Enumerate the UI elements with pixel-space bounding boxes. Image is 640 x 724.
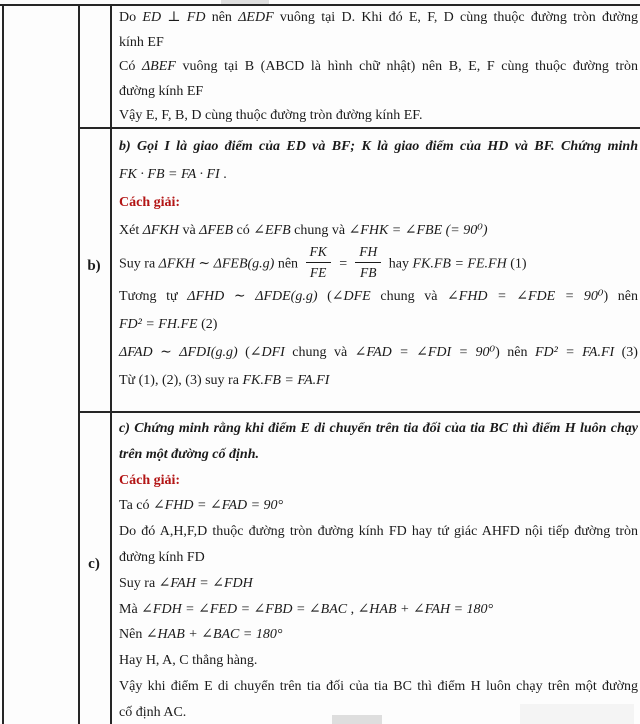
text-line [119,311,638,339]
text-line [119,648,638,674]
text-segment: Hay H, A, C thẳng hàng. [119,653,258,669]
part-c-content [119,416,638,724]
text-segment: ΔFEB [199,223,234,238]
text-segment: kính EF [119,34,164,50]
text-segment: chung và [370,289,448,305]
solution-heading: Cách giải: [119,195,181,210]
text-segment: Nên [119,627,146,643]
text-line [119,245,638,283]
text-segment: đường kính EF [119,83,204,99]
text-segment: FD² = FA.FI [534,345,615,361]
text-segment: ΔBEF [141,59,176,75]
text-segment: ΔFHD ∼ ΔFDE(g.g) [187,289,318,305]
text-line [119,416,638,442]
text-segment: ΔFAD ∼ ΔFDI(g.g) [119,345,238,361]
text-segment: Vậy khi điểm E di chuyển trên tia đối của tia BC thì điểm H luôn chạy trên một đường [119,678,638,694]
text-segment: ( [237,345,250,361]
text-segment: có [233,223,254,238]
table-column-divider-1 [78,4,80,724]
text-segment: ) nên [603,289,638,305]
text-segment: ∠FDH = ∠FED = ∠FBD = ∠BAC [141,601,348,617]
text-line [119,493,638,519]
text-line [119,367,638,395]
text-line [119,468,638,494]
text-line [119,442,638,468]
text-segment: ∠FHK = ∠FBE (= 90⁰) [348,223,488,238]
text-segment: FD² = FH.FE [119,317,198,333]
text-segment: ∠DFI [249,345,285,361]
text-line [119,6,638,31]
text-segment: Ta có [119,498,154,514]
text-line [119,519,638,545]
problem-statement-segment: trên một đường cố định. [119,446,259,462]
text-line [119,189,638,217]
problem-statement-segment: b) Gọi I là giao điểm của ED và BF; K là giao điểm của HD và BF. Chứng minh [119,139,638,154]
part-c-label: c) [88,556,100,572]
text-line [119,161,638,189]
math-fraction: $\frac{FH}{FB}$ [355,243,381,281]
table-row-divider-b-c [78,411,640,413]
text-segment: FK.FB = FA.FI [242,373,330,389]
text-line [119,104,638,129]
problem-statement-segment: c) Chứng minh rằng khi điểm E di chuyển trên tia đối của tia BC thì điểm H luôn chạy [119,421,638,436]
text-segment: ΔFKH [142,223,179,238]
text-segment: Xét [119,223,143,238]
text-segment: chung và [290,223,349,238]
part-a-content [119,6,638,129]
text-line [119,597,638,623]
solution-heading: Cách giải: [119,472,181,488]
text-segment: vuông tại B (ABCD là hình chữ nhật) nên B, E, F cùng thuộc đường tròn [175,59,638,75]
text-segment: chung và [284,345,355,361]
text-segment: ) nên [495,345,535,361]
text-line [119,339,638,367]
text-segment: ∠FAD = ∠FDI = 90⁰ [354,345,496,361]
part-b-content [119,133,638,395]
text-line [119,283,638,311]
text-line [119,133,638,161]
text-segment: ∠DFE [331,289,371,305]
text-segment: Mà [119,601,142,617]
text-segment: Từ (1), (2), (3) suy ra [119,373,243,389]
text-segment: cố định AC. [119,704,187,720]
text-segment: ∠FHD = ∠FAD = 90° [153,498,284,514]
table-column-divider-2 [110,4,112,724]
text-segment: ED ⊥ FD [142,10,206,25]
text-segment: ΔEDF [238,10,274,25]
text-segment: Có [119,59,142,75]
text-line [119,700,638,724]
text-segment: ∠FHD = ∠FDE = 90⁰ [447,289,604,305]
text-segment: nên [205,10,239,25]
text-segment: ∠FAH = ∠FDH [158,575,253,591]
text-segment: Vậy E, F, B, D cùng thuộc đường tròn đường kính EF. [119,108,423,124]
text-segment: (3) [614,345,638,361]
part-b-label: b) [87,258,101,274]
text-segment: (2) [197,317,218,333]
text-segment: (1) [506,256,527,272]
text-segment: ∠HAB + ∠FAH = 180° [357,601,494,617]
text-segment: Tương tự [119,289,188,305]
text-line [119,622,638,648]
text-segment: nên [274,256,302,272]
text-line [119,55,638,80]
text-segment: ( [317,289,332,305]
text-segment: , [347,601,358,617]
text-segment: Do đó A,H,F,D thuộc đường tròn đường kính FD hay tứ giác AHFD nội tiếp đường tròn [119,524,638,540]
text-segment: ΔFKH ∼ ΔFEB(g.g) [158,256,275,272]
text-segment: = [334,256,352,272]
text-line [119,571,638,597]
text-segment: hay [385,256,413,272]
text-segment: Suy ra [119,575,159,591]
text-segment: vuông tại D. Khi đó E, F, D cùng thuộc đường tròn đường [273,10,638,25]
text-line [119,545,638,571]
text-segment: ∠HAB + ∠BAC = 180° [145,627,283,643]
text-line [119,674,638,700]
text-segment: FK · FB = FA · FI [119,167,220,182]
text-line [119,217,638,245]
text-segment: FK.FB = FE.FH [412,256,507,272]
table-border-left [2,4,4,724]
text-segment: ∠EFB [253,223,291,238]
text-segment: Suy ra [119,256,159,272]
text-line [119,31,638,56]
text-segment: Do [119,10,143,25]
text-segment: và [178,223,200,238]
text-segment: đường kính FD [119,549,205,565]
text-segment: . [219,167,227,182]
text-line [119,80,638,105]
math-fraction: $\frac{FK}{FE}$ [306,243,331,281]
